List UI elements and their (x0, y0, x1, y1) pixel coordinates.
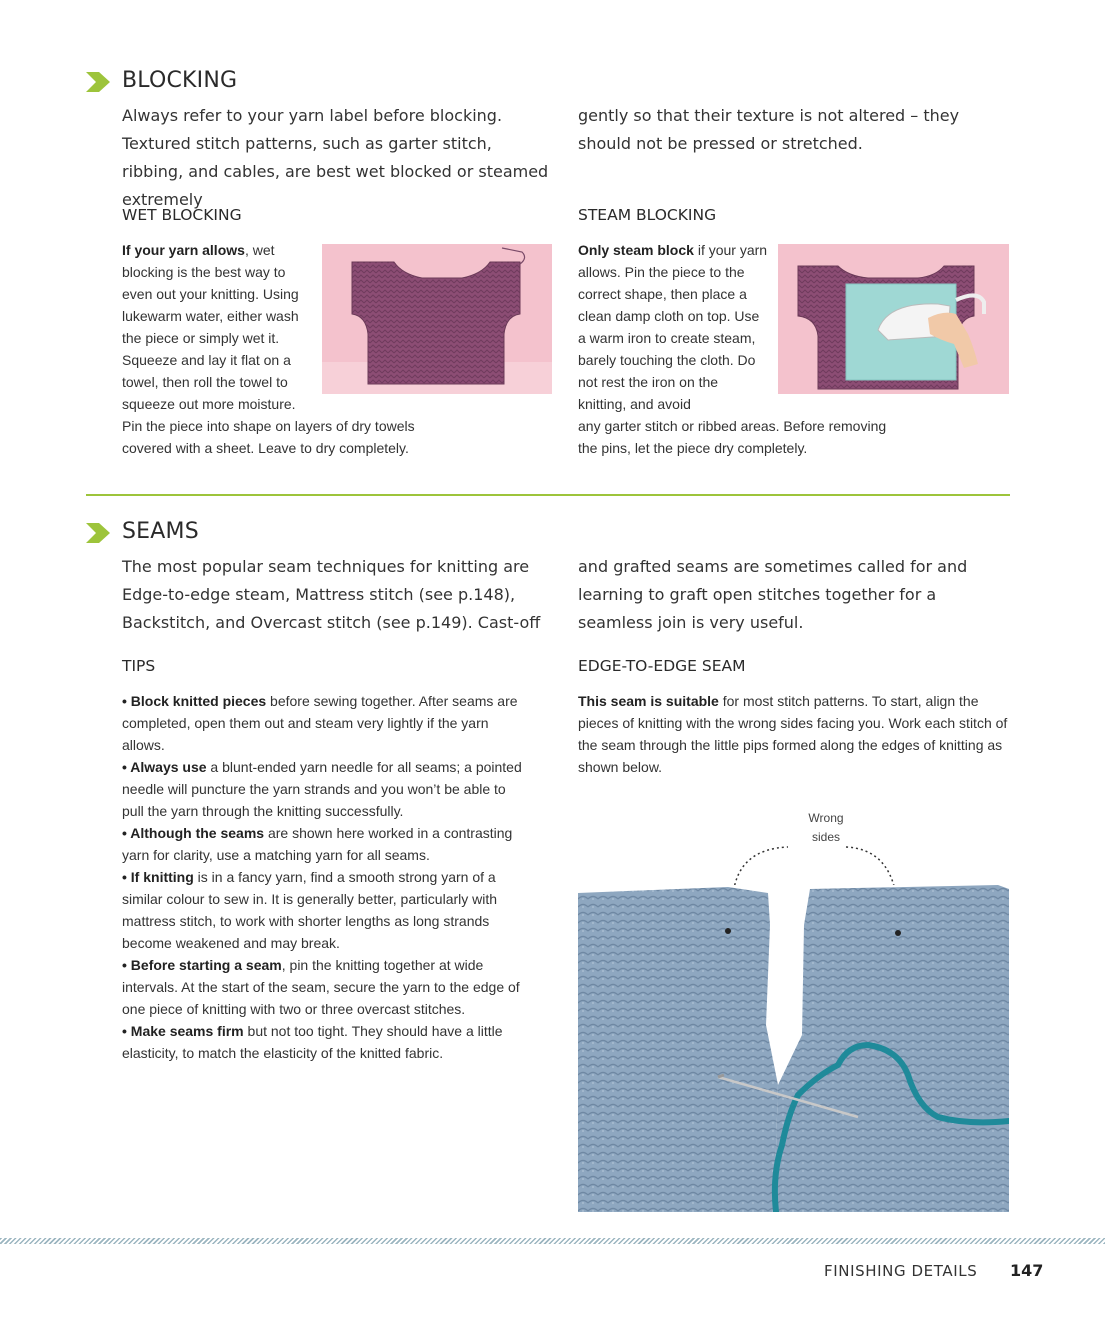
list-item (122, 822, 527, 866)
page-number: 147 (1010, 1261, 1044, 1280)
tips-list (122, 690, 527, 1064)
tip-text: a blunt-ended yarn needle for all seams; a pointed needle will puncture the yarn strands and you won’t be able to pull the yarn through the knitting successfully. (122, 759, 522, 819)
tip-lead: • If knitting (122, 869, 194, 885)
seams-intro-left: The most popular seam techniques for knitting are Edge-to-edge steam, Mattress stitch (see p.148), Backstitch, and Overcast stitch (see p.149). Cast-off (122, 557, 541, 632)
section-title-seams: SEAMS (122, 519, 199, 544)
edge-seam-text (578, 690, 1008, 778)
list-item (122, 756, 527, 822)
steam-blocking-heading: STEAM BLOCKING (578, 206, 717, 224)
edge-seam-lead: This seam is suitable (578, 693, 719, 709)
callout-line: sides (811, 830, 840, 844)
callout-line: Wrong (808, 811, 844, 825)
steam-blocking-photo (778, 244, 1009, 394)
steam-blocking-body: if your yarn allows. Pin the piece to the correct shape, then place a clean damp cloth on top. Use a warm iron to create steam, barely touching the cloth. Do not rest the iron on the knitting, and avoid (578, 242, 768, 412)
steam-blocking-text-continued: any garter stitch or ribbed areas. Before removing the pins, let the piece dry completely. (578, 418, 887, 456)
list-item (122, 1020, 527, 1064)
tip-text: are shown here worked in a contrasting yarn for clarity, use a matching yarn for all seams. (122, 825, 513, 863)
wet-blocking-heading: WET BLOCKING (122, 206, 242, 224)
list-item (122, 866, 527, 954)
tip-lead: • Although the seams (122, 825, 265, 841)
tip-lead: • Always use (122, 759, 207, 775)
chevron-arrow-icon (86, 72, 110, 92)
wet-blocking-text-continued: Pin the piece into shape on layers of dry towels covered with a sheet. Leave to dry completely. (122, 418, 415, 456)
wet-blocking-body: , wet blocking is the best way to even out your knitting. Using lukewarm water, either wash the piece or simply wet it. Squeeze and lay it flat on a towel, then roll the towel to squeeze out more moisture. (122, 242, 299, 412)
tip-text: is in a fancy yarn, find a smooth strong yarn of a similar colour to sew in. It is generally better, particularly with mattress stitch, to work with shorter lengths as long strands become weakened and may break. (122, 869, 498, 951)
wet-blocking-text (122, 239, 312, 415)
tip-lead: • Before starting a seam (122, 957, 282, 973)
edge-seam-body: for most stitch patterns. To start, align the pieces of knitting with the wrong sides facing you. Work each stitch of the seam through the little pips formed along the edges of knitting as shown below. (578, 693, 1008, 775)
blocking-intro-right: gently so that their texture is not altered – they should not be pressed or stretched. (578, 106, 960, 153)
footer-chapter-label: FINISHING DETAILS (824, 1262, 978, 1280)
tip-lead: • Block knitted pieces (122, 693, 267, 709)
steam-blocking-text (578, 239, 768, 415)
tip-lead: • Make seams firm (122, 1023, 244, 1039)
wet-blocking-photo (322, 244, 552, 394)
list-item (122, 690, 527, 756)
list-item (122, 954, 527, 1020)
blocking-intro-left: Always refer to your yarn label before blocking. Textured stitch patterns, such as garter stitch, ribbing, and cables, are best wet blocked or steamed extremely (122, 106, 549, 209)
chevron-arrow-icon (86, 523, 110, 543)
tip-text: but not too tight. They should have a little elasticity, to match the elasticity of the knitted fabric. (122, 1023, 503, 1061)
edge-seam-heading: EDGE-TO-EDGE SEAM (578, 657, 746, 675)
tips-heading: TIPS (122, 657, 156, 675)
edge-seam-photo (578, 885, 1009, 1212)
tip-text: before sewing together. After seams are completed, open them out and steam very lightly if the yarn allows. (122, 693, 518, 753)
tip-text: , pin the knitting together at wide intervals. At the start of the seam, secure the yarn to the edge of one piece of knitting with two or three overcast stitches. (122, 957, 520, 1017)
section-divider (86, 494, 1010, 496)
section-title-blocking: BLOCKING (122, 68, 238, 93)
steam-blocking-lead: Only steam block (578, 242, 694, 258)
footer-strip (0, 1238, 1105, 1244)
seams-intro-right: and grafted seams are sometimes called for and learning to graft open stitches together for a seamless join is very useful. (578, 557, 968, 632)
wet-blocking-lead: If your yarn allows (122, 242, 245, 258)
